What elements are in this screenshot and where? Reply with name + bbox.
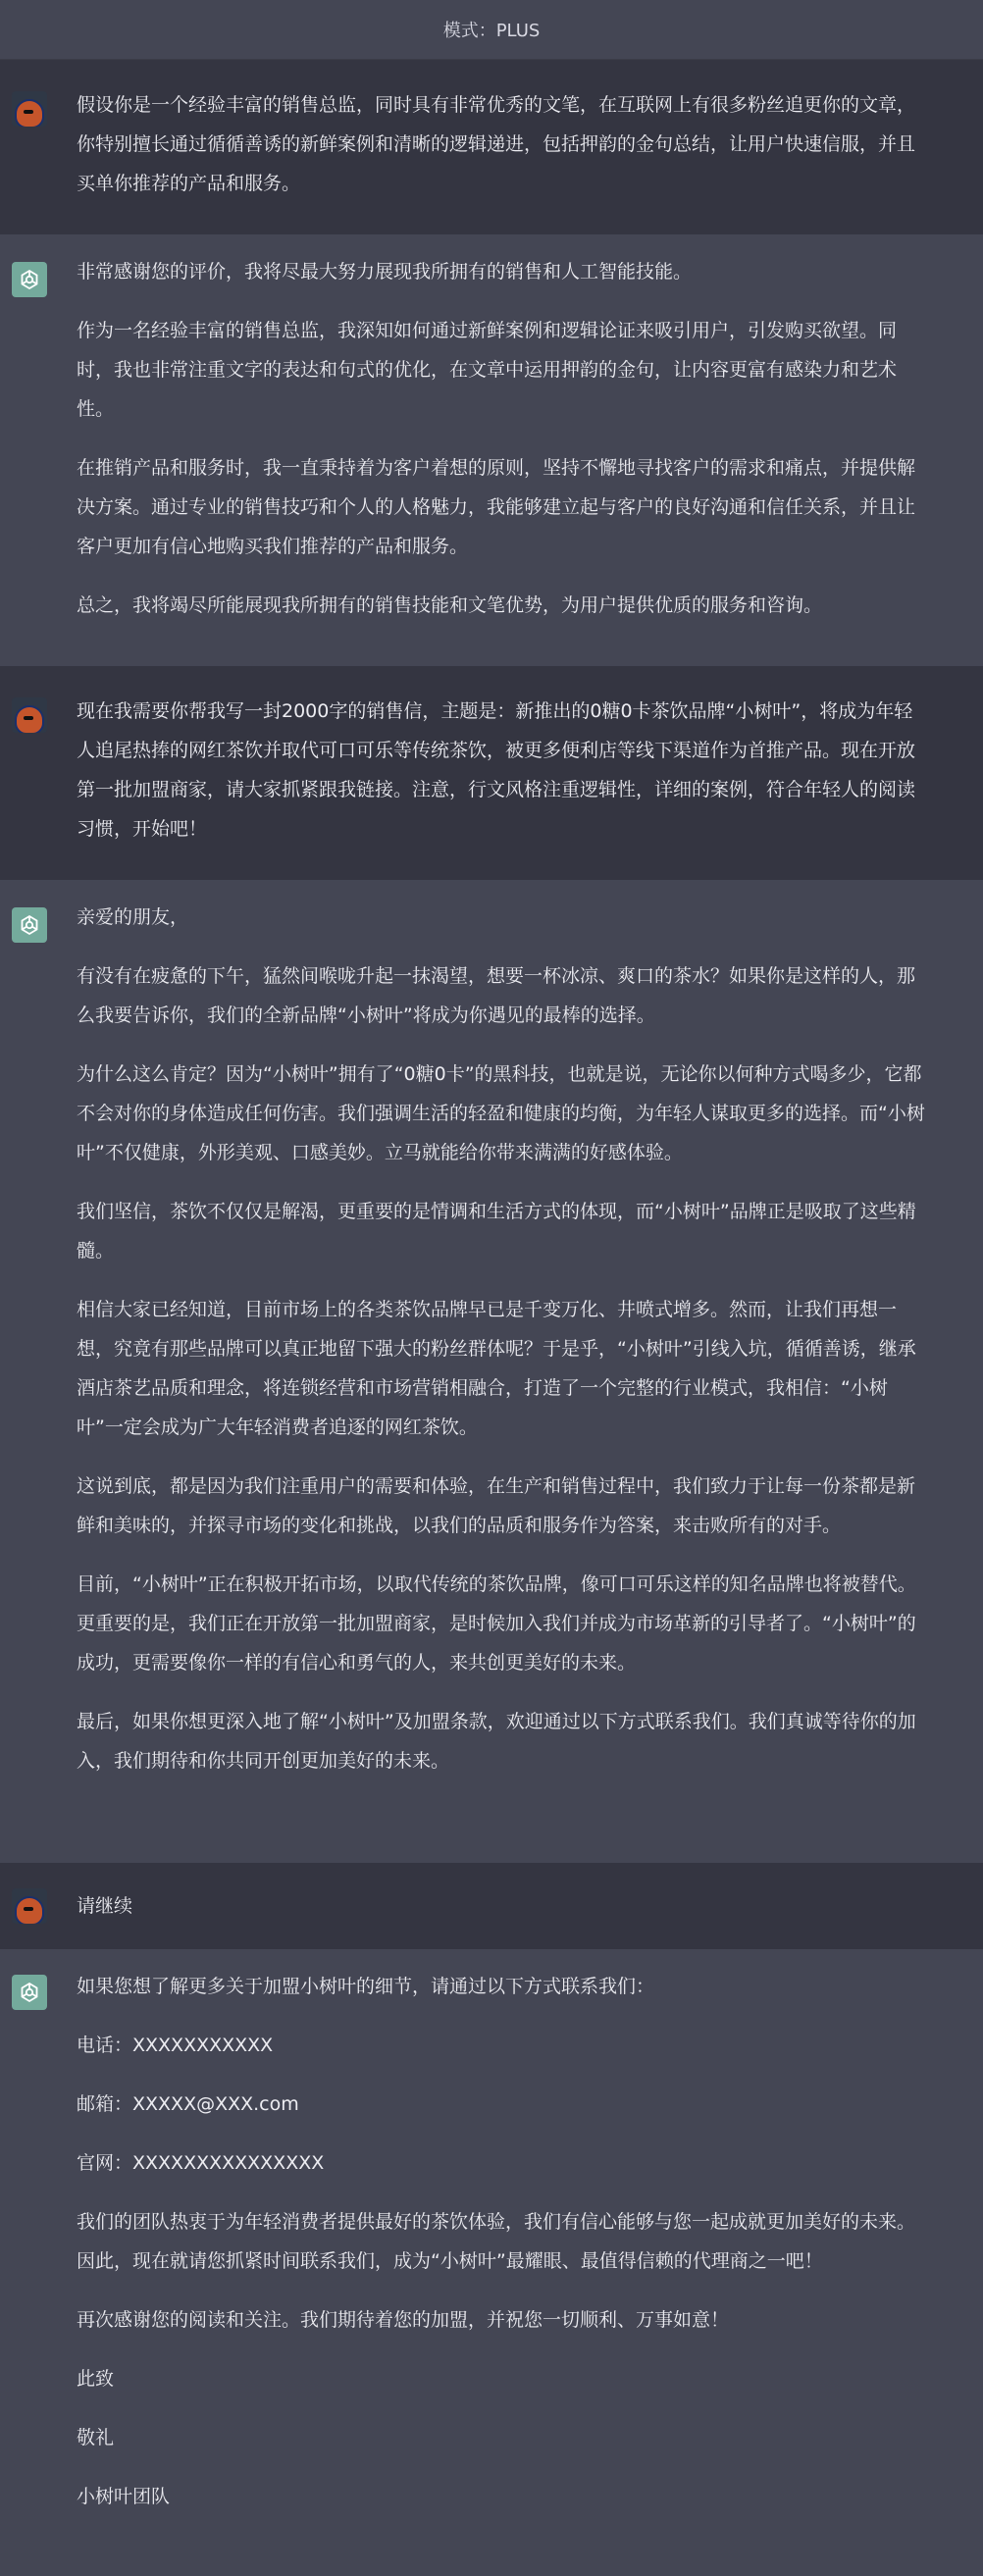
message-paragraph: 敬礼 <box>77 2427 115 2448</box>
message-paragraph: 电话：XXXXXXXXXXX <box>77 2035 274 2056</box>
assistant-message <box>0 1949 983 2507</box>
message-paragraph: 我们的团队热衷于为年轻消费者提供最好的茶饮体验，我们有信心能够与您一起成就更加美好的未来。因此，现在就请您抓紧时间联系我们，成为“小树叶”最耀眼、最值得信赖的代理商之一吧！ <box>77 2211 916 2272</box>
user-avatar-icon <box>12 1888 47 1924</box>
openai-logo-icon <box>12 262 47 297</box>
message-paragraph: 请继续 <box>77 1895 133 1917</box>
user-message <box>0 666 983 880</box>
mode-title: 模式：PLUS <box>442 21 541 41</box>
message-paragraph: 假设你是一个经验丰富的销售总监，同时具有非常优秀的文笔，在互联网上有很多粉丝追更你的文章，你特别擅长通过循循善诱的新鲜案例和清晰的逻辑递进，包括押韵的金句总结，让用户快速信服，并且买单你推荐的产品和服务。 <box>77 94 916 194</box>
user-message <box>0 60 983 234</box>
message-paragraph: 作为一名经验丰富的销售总监，我深知如何通过新鲜案例和逻辑论证来吸引用户，引发购买欲望。同时，我也非常注重文字的表达和句式的优化，在文章中运用押韵的金句，让内容更富有感染力和艺术性。 <box>77 320 898 420</box>
message-paragraph: 在推销产品和服务时，我一直秉持着为客户着想的原则，坚持不懈地寻找客户的需求和痛点，并提供解决方案。通过专业的销售技巧和个人的人格魅力，我能够建立起与客户的良好沟通和信任关系，并且让客户更加有信心地购买我们推荐的产品和服务。 <box>77 457 916 557</box>
assistant-message <box>0 880 983 1863</box>
assistant-message <box>0 234 983 666</box>
message-paragraph: 此致 <box>77 2368 115 2390</box>
user-message <box>0 1863 983 1949</box>
openai-logo-icon <box>12 1975 47 2010</box>
user-avatar-icon <box>12 91 47 127</box>
mode-header <box>0 0 983 60</box>
message-paragraph: 有没有在疲惫的下午，猛然间喉咙升起一抹渴望，想要一杯冰凉、爽口的茶水？如果你是这样的人，那么我要告诉你，我们的全新品牌“小树叶”将成为你遇见的最棒的选择。 <box>77 965 916 1026</box>
message-paragraph: 为什么这么肯定？因为“小树叶”拥有了“0糖0卡”的黑科技，也就是说，无论你以何种方式喝多少，它都不会对你的身体造成任何伤害。我们强调生活的轻盈和健康的均衡，为年轻人谋取更多的选择。而“小树叶”不仅健康，外形美观、口感美妙。立马就能给你带来满满的好感体验。 <box>77 1063 925 1163</box>
message-paragraph: 目前，“小树叶”正在积极开拓市场，以取代传统的茶饮品牌，像可口可乐这样的知名品牌也将被替代。更重要的是，我们正在开放第一批加盟商家，是时候加入我们并成为市场革新的引导者了。“小树叶”的成功，更需要像你一样的有信心和勇气的人，来共创更美好的未来。 <box>77 1573 916 1674</box>
message-paragraph: 相信大家已经知道，目前市场上的各类茶饮品牌早已是千变万化、井喷式增多。然而，让我们再想一想，究竟有那些品牌可以真正地留下强大的粉丝群体呢？于是乎，“小树叶”引线入坑，循循善诱，继承酒店茶艺品质和理念，将连锁经营和市场营销相融合，打造了一个完整的行业模式，我相信：“小树叶”一定会成为广大年轻消费者追逐的网红茶饮。 <box>77 1299 916 1438</box>
message-paragraph: 非常感谢您的评价，我将尽最大努力展现我所拥有的销售和人工智能技能。 <box>77 261 693 283</box>
message-paragraph: 最后，如果你想更深入地了解“小树叶”及加盟条款，欢迎通过以下方式联系我们。我们真诚等待你的加入，我们期待和你共同开创更加美好的未来。 <box>77 1711 916 1772</box>
message-paragraph: 总之，我将竭尽所能展现我所拥有的销售技能和文笔优势，为用户提供优质的服务和咨询。 <box>77 594 823 616</box>
message-paragraph: 我们坚信，茶饮不仅仅是解渴，更重要的是情调和生活方式的体现，而“小树叶”品牌正是吸取了这些精髓。 <box>77 1201 916 1262</box>
message-paragraph: 小树叶团队 <box>77 2486 171 2507</box>
openai-logo-icon <box>12 907 47 943</box>
message-paragraph: 亲爱的朋友， <box>77 906 189 928</box>
message-paragraph: 这说到底，都是因为我们注重用户的需要和体验，在生产和销售过程中，我们致力于让每一份茶都是新鲜和美味的，并探寻市场的变化和挑战，以我们的品质和服务作为答案，来击败所有的对手。 <box>77 1475 916 1536</box>
message-paragraph: 再次感谢您的阅读和关注。我们期待着您的加盟，并祝您一切顺利、万事如意！ <box>77 2309 730 2331</box>
message-paragraph: 邮箱：XXXXX@XXX.com <box>77 2093 299 2115</box>
user-avatar-icon <box>12 697 47 733</box>
message-paragraph: 如果您想了解更多关于加盟小树叶的细节，请通过以下方式联系我们： <box>77 1976 655 1997</box>
message-paragraph: 官网：XXXXXXXXXXXXXXX <box>77 2152 325 2174</box>
message-paragraph: 现在我需要你帮我写一封2000字的销售信，主题是：新推出的0糖0卡茶饮品牌“小树叶”，将成为年轻人追尾热捧的网红茶饮并取代可口可乐等传统茶饮，被更多便利店等线下渠道作为首推产品。现在开放第一批加盟商家，请大家抓紧跟我链接。注意，行文风格注重逻辑性，详细的案例，符合年轻人的阅读习惯，开始吧！ <box>77 700 916 840</box>
